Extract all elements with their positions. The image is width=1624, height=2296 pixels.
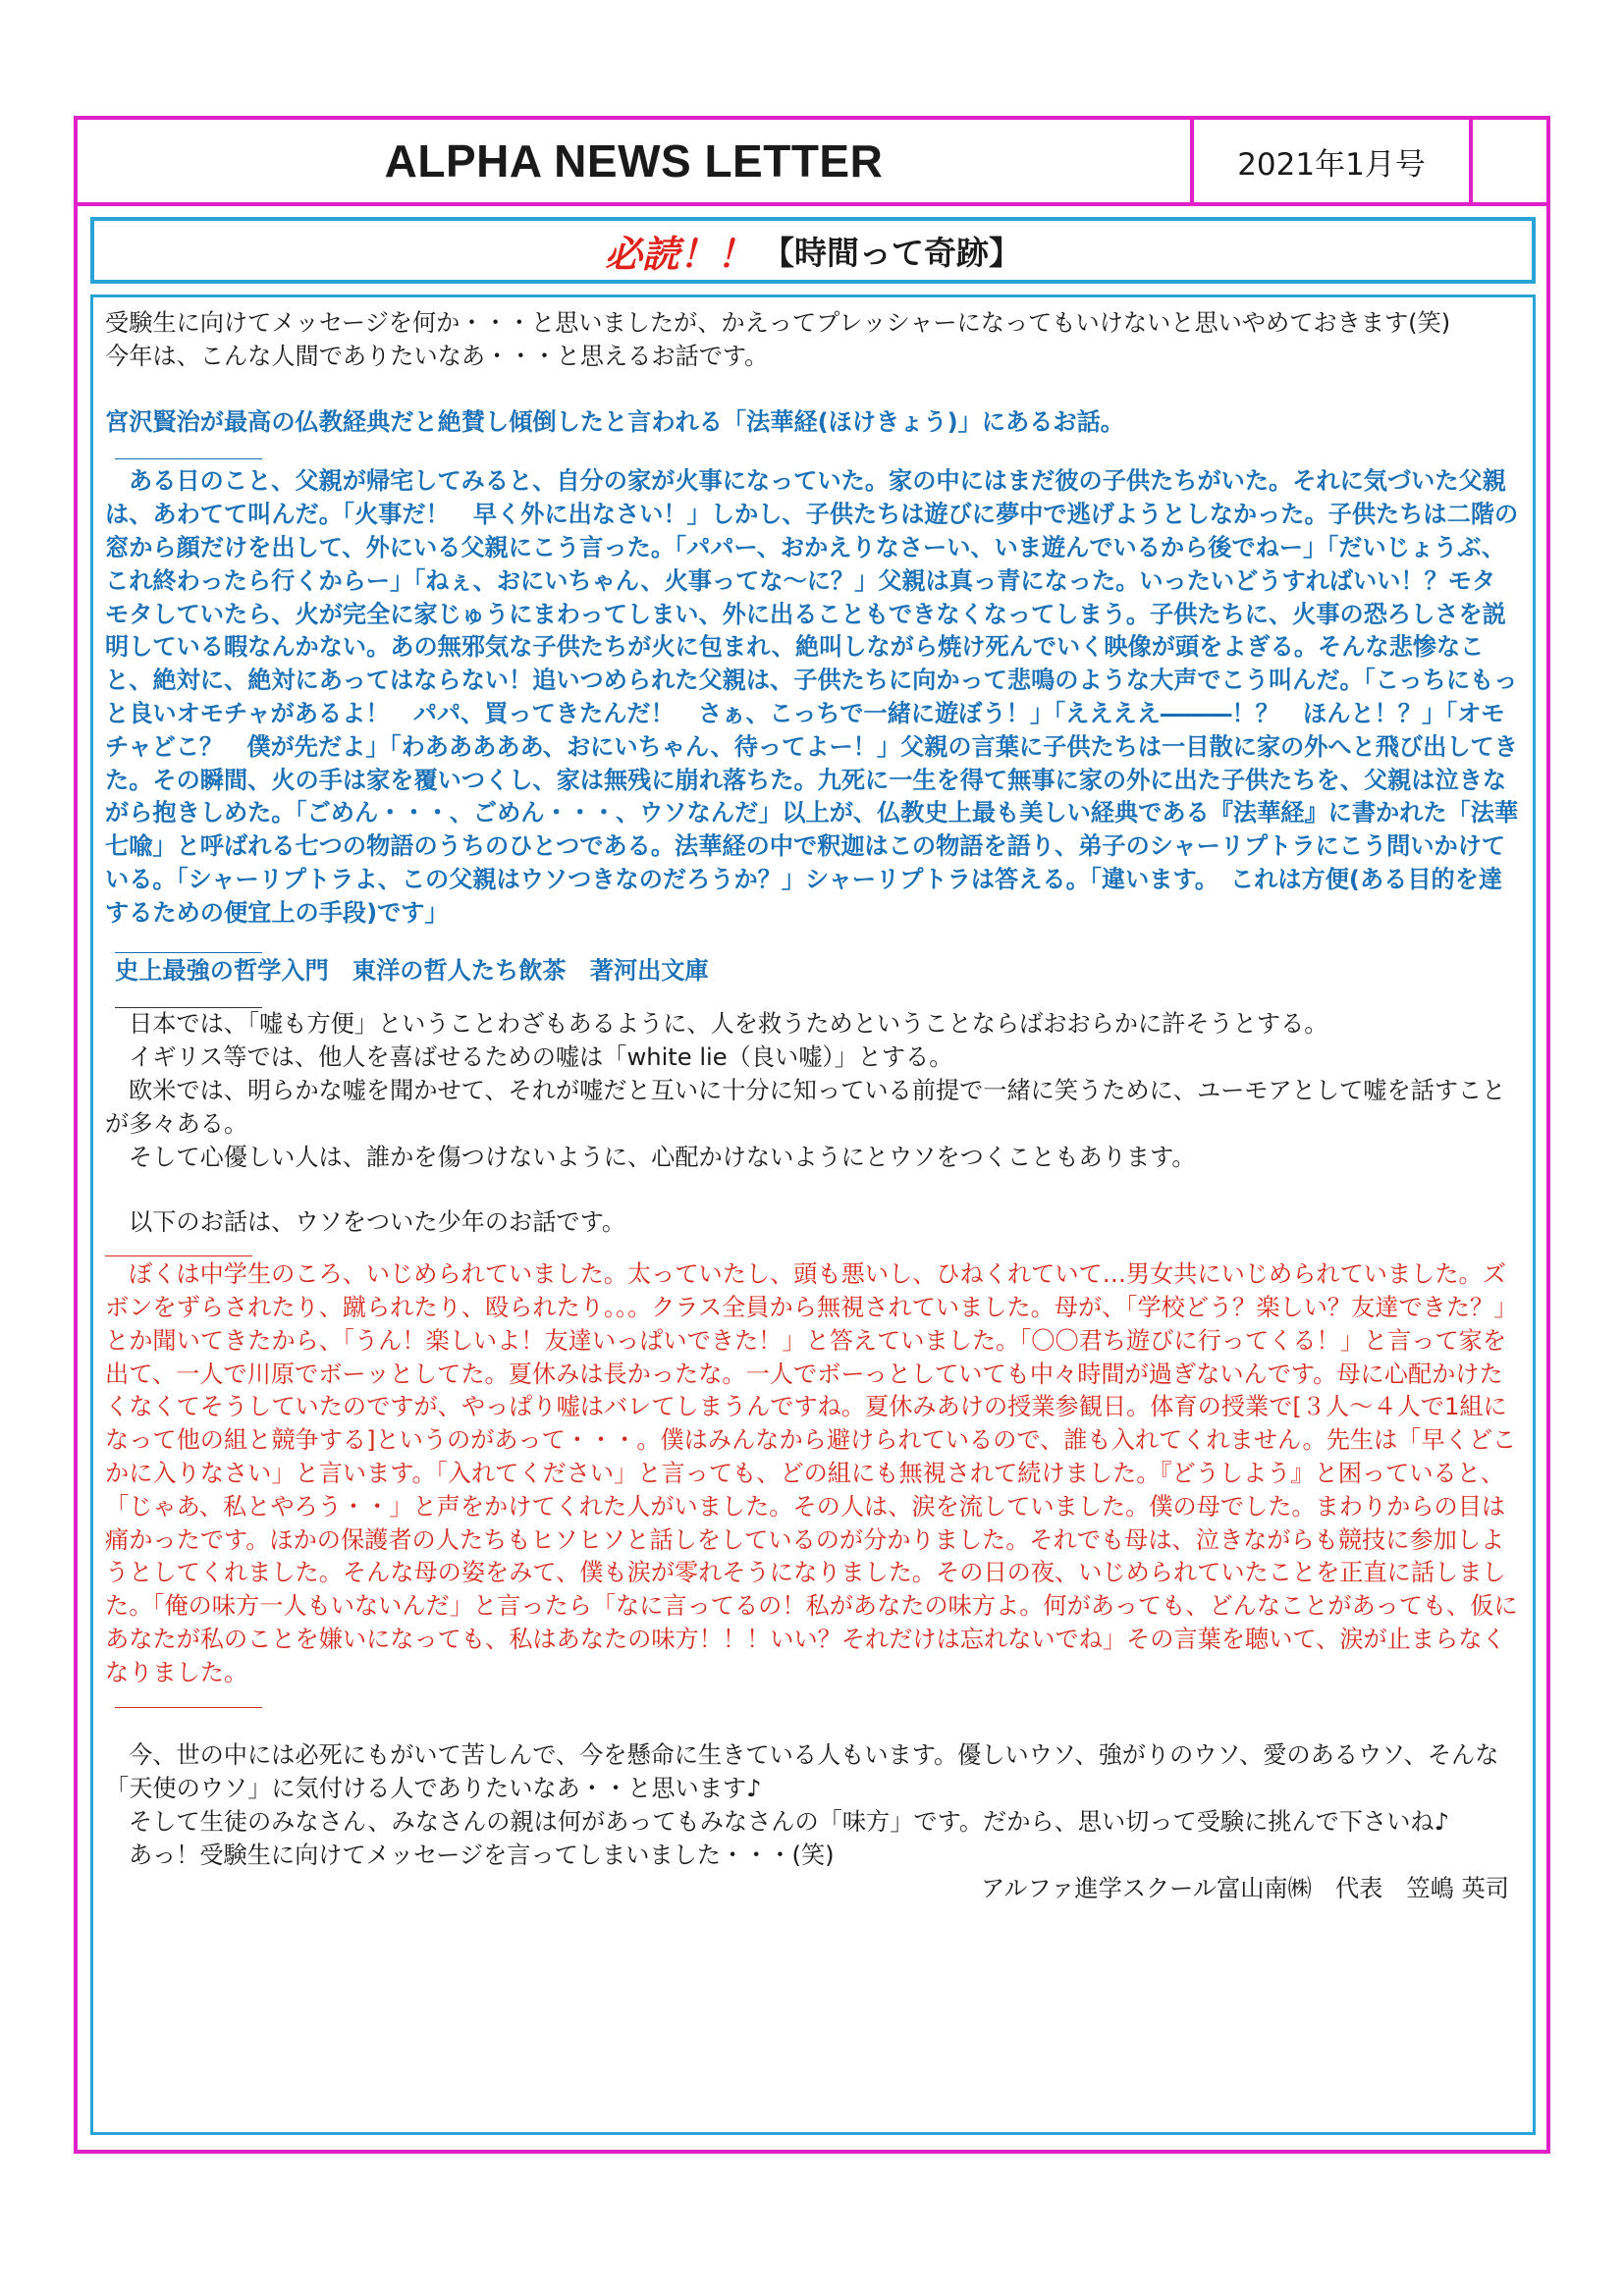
- closing-paragraph: あっ！受験生に向けてメッセージを言ってしまいました・・・(笑): [129, 1841, 835, 1869]
- header-issue-box: [1190, 116, 1473, 206]
- must-read-label: 必読！！: [604, 232, 754, 276]
- topic-title: 【時間って奇跡】: [762, 233, 1021, 272]
- intro-paragraph: 受験生に向けてメッセージを何か・・・と思いましたが、かえってプレッシャーになってもいけないと思いやめておきます(笑): [105, 309, 1451, 337]
- white-lie-paragraph: そして心優しい人は、誰かを傷つけないように、心配かけないようにとウソをつくこともあります。: [129, 1143, 1196, 1171]
- story1-source: 史上最強の哲学入門 東洋の哲人たち飲茶 著河出文庫: [115, 956, 709, 985]
- divider: [115, 952, 262, 953]
- intro-paragraph: 今年は、こんな人間でありたいなあ・・・と思えるお話です。: [105, 342, 769, 370]
- newsletter-title: ALPHA NEWS LETTER: [384, 135, 884, 187]
- white-lie-paragraph: 欧米では、明らかな嘘を聞かせて、それが嘘だと互いに十分に知っている前提で一緒に笑うために、ユーモアとして嘘を話すことが多々ある。: [105, 1076, 1506, 1138]
- closing-paragraph: そして生徒のみなさん、みなさんの親は何があってもみなさんの「味方」です。だから、思い切って受験に挑んで下さいね♪: [129, 1808, 1450, 1837]
- divider: [115, 458, 262, 459]
- issue-date: 2021年1月号: [1237, 146, 1426, 183]
- closing-paragraph: 今、世の中には必死にもがいて苦しんで、今を懸命に生きている人もいます。優しいウソ、強がりのウソ、愛のあるウソ、そんな「天使のウソ」に気付ける人でありたいなあ・・と思います♪: [105, 1741, 1499, 1803]
- story2-intro: 以下のお話は、ウソをついた少年のお話です。: [129, 1208, 626, 1237]
- white-lie-paragraph: 日本では、「嘘も方便」ということわざもあるように、人を救うためということならばおおらかに許そうとする。: [129, 1010, 1328, 1039]
- topic-banner: [90, 217, 1536, 284]
- article-body: [90, 294, 1536, 2135]
- story1-body: ある日のこと、父親が帰宅してみると、自分の家が火事になっていた。家の中にはまだ彼の子供たちがいた。それに気づいた父親は、あわてて叫んだ。「火事だ！ 早く外に出なさい！」しかし、子供たちは遊びに夢中で逃げようとしなかった。子供たちは二階の窓から顔だけを出して、外にいる父親にこう言った。「パパー、おかえりなさーい、いま遊んでいるから後でねー」「だいじょうぶ、これ終わったら行くからー」「ねぇ、おにいちゃん、火事ってな～に？」父親は真っ青になった。いったいどうすればいい！？モタモタしていたら、火が完全に家じゅうにまわってしまい、外に出ることもできなくなってしまう。子供たちに、火事の恐ろしさを説明している暇なんかない。あの無邪気な子供たちが火に包まれ、絶叫しながら焼け死んでいく映像が頭をよぎる。そんな悲惨なこと、絶対に、絶対にあってはならない！追いつめられた父親は、子供たちに向かって悲鳴のような大声でこう叫んだ。「こっちにもっと良いオモチャがあるよ！ パパ、買ってきたんだ！ さぁ、こっちで一緒に遊ぼう！」「ええええ―――！？ ほんと！？」「オモチャどこ？ 僕が先だよ」「わあああああ、おにいちゃん、待ってよー！」父親の言葉に子供たちは一目散に家の外へと飛び出してきた。その瞬間、火の手は家を覆いつくし、家は無残に崩れ落ちた。九死に一生を得て無事に家の外に出た子供たちを、父親は泣きながら抱きしめた。「ごめん・・・、ごめん・・・、ウソなんだ」以上が、仏教史上最も美しい経典である『法華経』に書かれた「法華七喩」と呼ばれる七つの物語のうちのひとつである。法華経の中で釈迦はこの物語を語り、弟子のシャーリプトラにこう問いかけている。「シャーリプトラよ、この父親はウソつきなのだろうか？」シャーリプトラは答える。「違います。 これは方便(ある目的を達するための便宜上の手段)です」: [105, 467, 1519, 927]
- signature: アルファ進学スクール富山南㈱ 代表 笠嶋 英司: [981, 1874, 1509, 1902]
- divider: [105, 1255, 252, 1256]
- story1-heading: 宮沢賢治が最高の仏教経典だと絶賛し傾倒したと言われる「法華経(ほけきょう)」にあるお話。: [105, 407, 1124, 436]
- header-title-box: [74, 116, 1194, 206]
- header-blank-box: [1469, 116, 1550, 206]
- story2-body: ぼくは中学生のころ、いじめられていました。太っていたし、頭も悪いし、ひねくれていて…男女共にいじめられていました。ズボンをずらされたり、蹴られたり、殴られたり。。。クラス全員から無視されていました。母が、「学校どう？楽しい？友達できた？」とか聞いてきたから、「うん！楽しいよ！友達いっぱいできた！」と答えていました。「〇〇君ち遊びに行ってくる！」と言って家を出て、一人で川原でボーッとしてた。夏休みは長かったな。一人でボーっとしていても中々時間が過ぎないんです。母に心配かけたくなくてそうしていたのですが、やっぱり嘘はバレてしまうんですね。夏休みあけの授業参観日。体育の授業で[３人～４人で1組になって他の組と競争する]というのがあって・・・。僕はみんなから避けられているので、誰も入れてくれません。先生は「早くどこかに入りなさい」と言います。「入れてください」と言っても、どの組にも無視されて続けました。『どうしよう』と困っていると、「じゃあ、私とやろう・・」と声をかけてくれた人がいました。その人は、涙を流していました。僕の母でした。まわりからの目は痛かったです。ほかの保護者の人たちもヒソヒソと話しをしているのが分かりました。それでも母は、泣きながらも競技に参加しようとしてくれました。そんな母の姿をみて、僕も涙が零れそうになりました。その日の夜、いじめられていたことを正直に話しました。「俺の味方一人もいないんだ」と言ったら「なに言ってるの！私があなたの味方よ。何があっても、どんなことがあっても、仮にあなたが私のことを嫌いになっても、私はあなたの味方！！！いい？それだけは忘れないでね」その言葉を聴いて、涙が止まらなくなりました。: [105, 1260, 1518, 1686]
- white-lie-paragraph: イギリス等では、他人を喜ばせるための嘘は「white lie（良い嘘）」とする。: [129, 1043, 953, 1072]
